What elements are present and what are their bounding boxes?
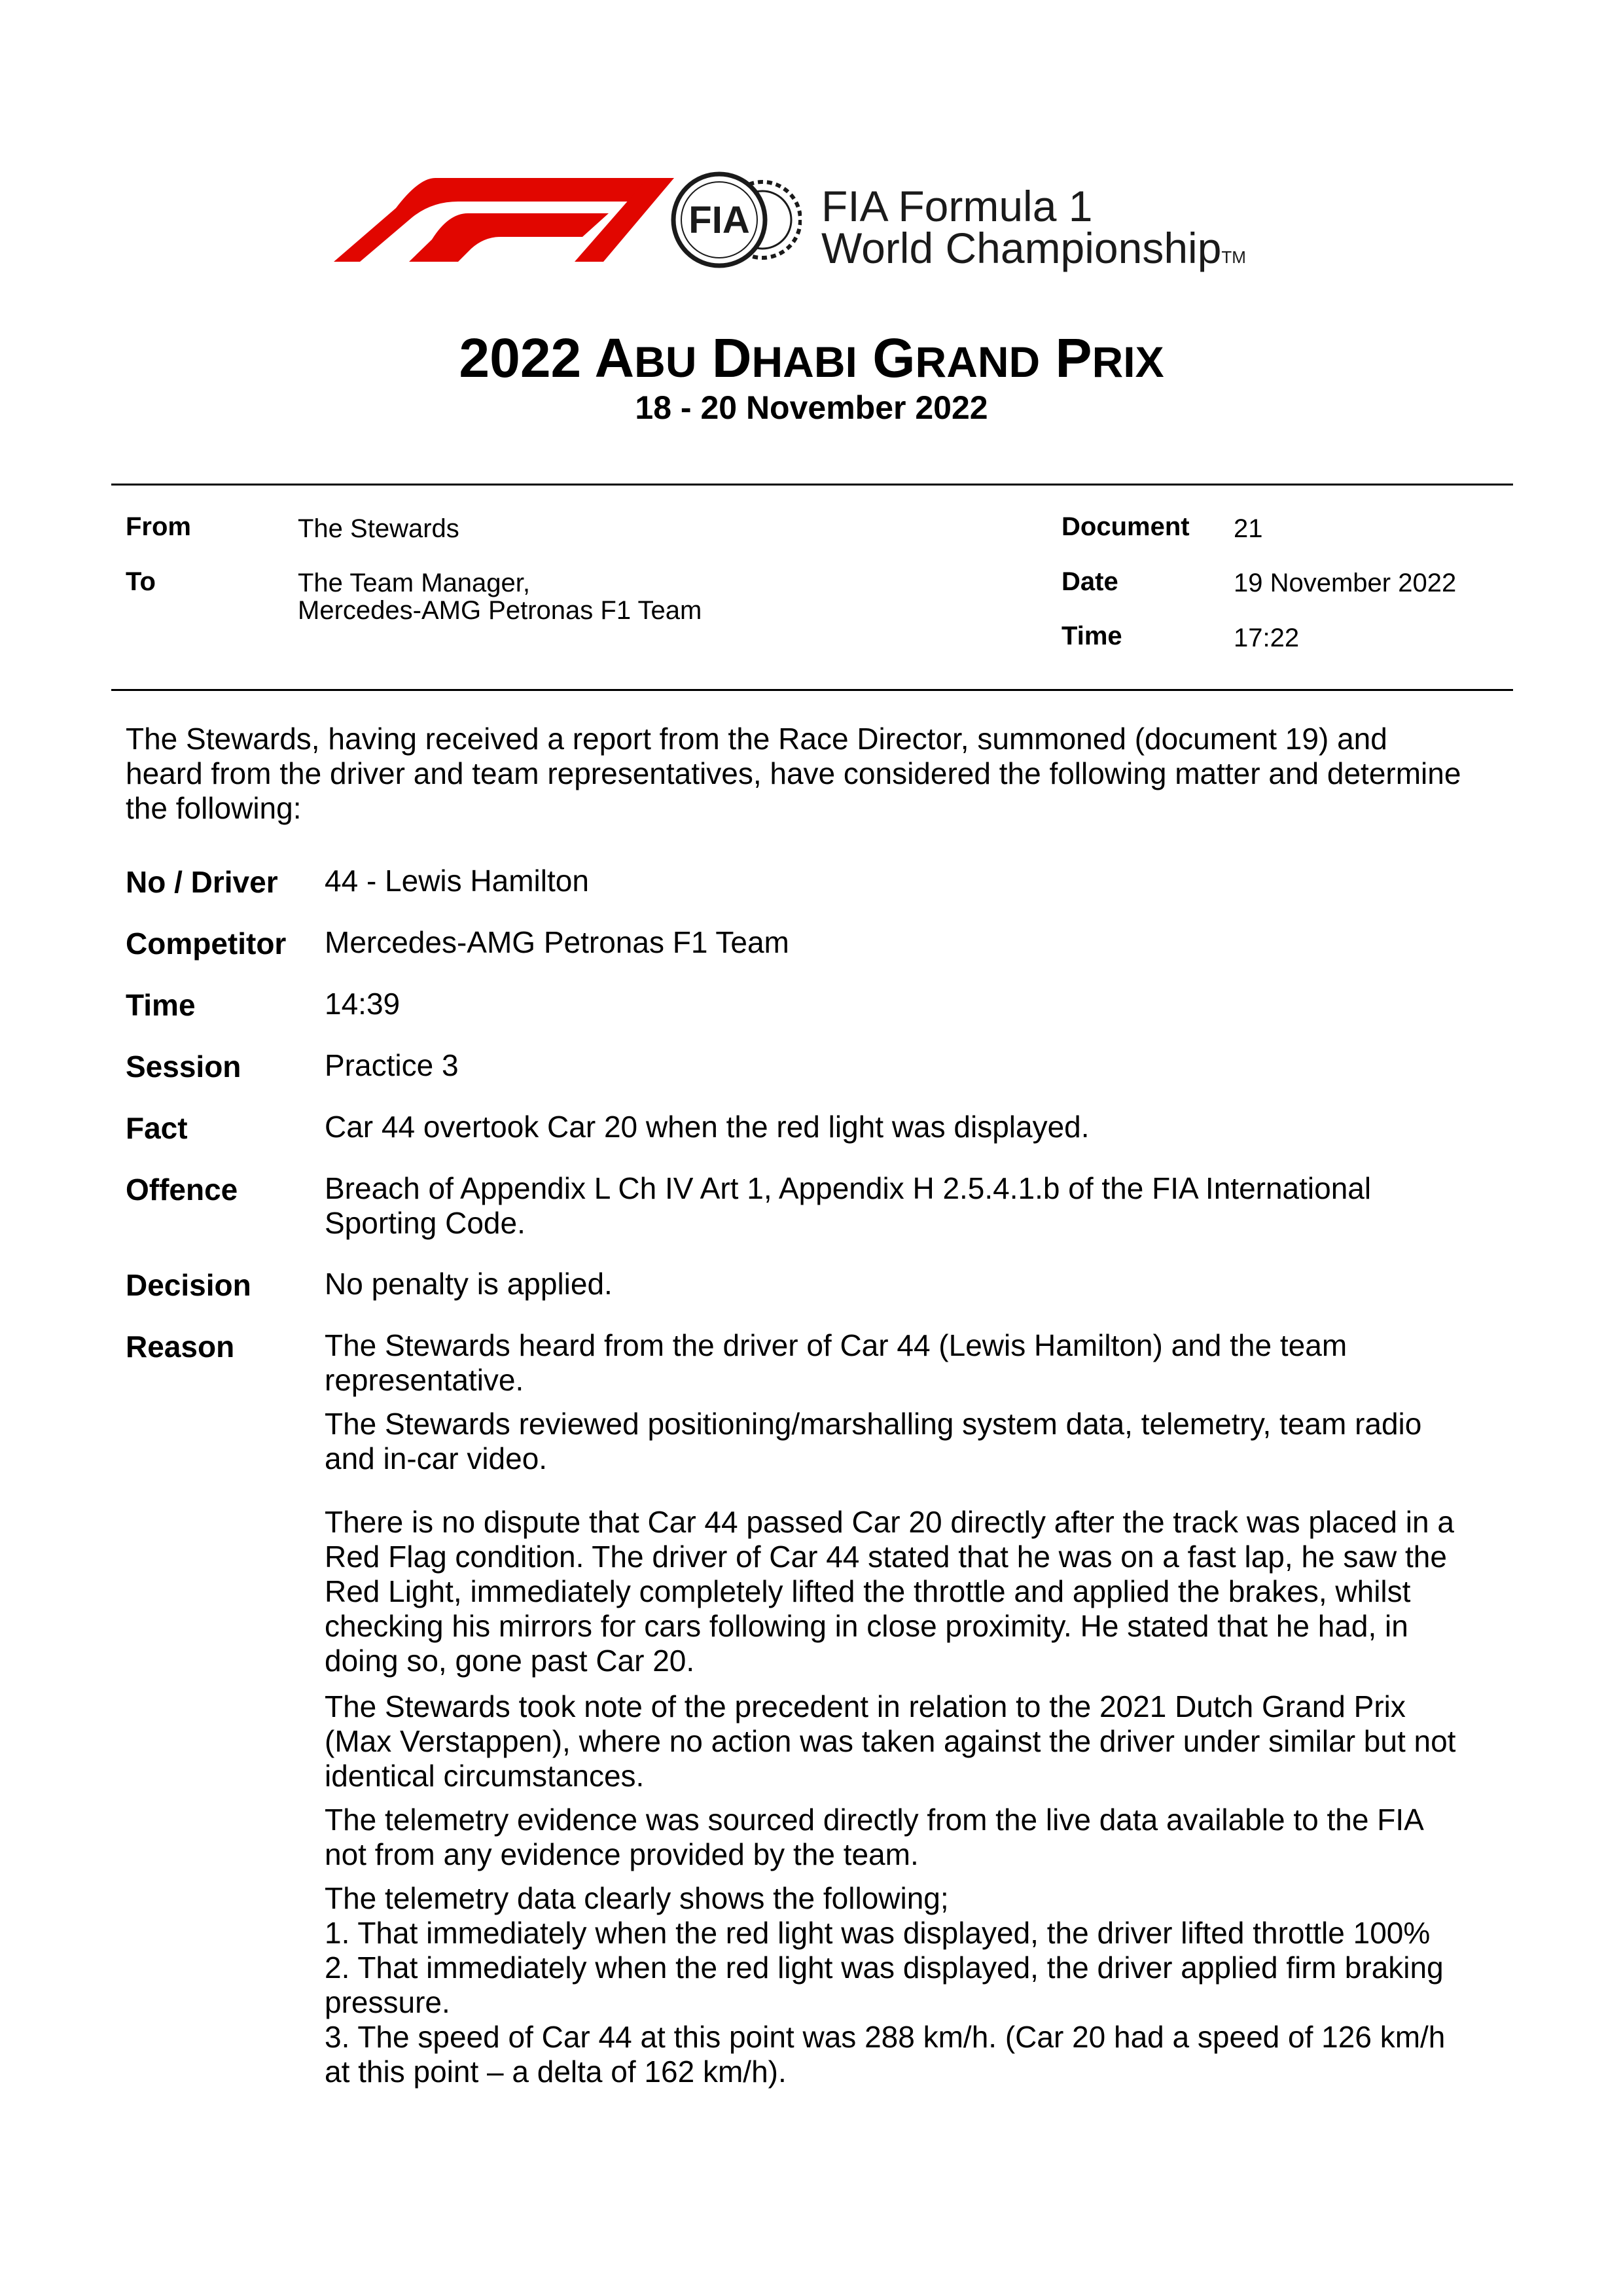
to-value: The Team Manager, Mercedes-AMG Petronas F1 Team: [298, 569, 702, 625]
offence-label: Offence: [126, 1173, 238, 1207]
offence-value: Breach of Appendix L Ch IV Art 1, Appendix H 2.5.4.1.b of the FIA International Sporting Code.: [325, 1171, 1372, 1240]
header-bottom-rule: [111, 689, 1513, 691]
from-label: From: [126, 512, 191, 541]
logo-line-2: World ChampionshipTM: [821, 224, 1246, 272]
time-label: Time: [1061, 622, 1122, 650]
reason-paragraph-6: The telemetry data clearly shows the following; 1. That immediately when the red light was displayed, the driver lifted throttle 100% 2. That immediately when the red light was displayed, the driver applied firm braking pressure. 3. The speed of Car 44 at this point was 288 km/h. (Car 20 had a speed of 126 km/h at this point – a delta of 162 km/h).: [325, 1881, 1446, 2089]
date-label: Date: [1061, 567, 1118, 596]
to-label: To: [126, 567, 156, 596]
event-dates: 18 - 20 November 2022: [635, 389, 988, 426]
document-value: 21: [1234, 514, 1263, 543]
document-label: Document: [1061, 512, 1190, 541]
logo-line-1: FIA Formula 1: [821, 182, 1093, 230]
intro-paragraph: The Stewards, having received a report from the Race Director, summoned (document 19) and heard from the driver and team representatives, have considered the following matter and determine the following:: [126, 722, 1461, 825]
fia-seal-text: FIA: [688, 199, 750, 241]
session-label: Session: [126, 1050, 241, 1084]
time-value: 17:22: [1234, 624, 1300, 652]
date-value: 19 November 2022: [1234, 569, 1457, 597]
reason-paragraph-5: The telemetry evidence was sourced directly from the live data available to the FIA not from any evidence provided by the team.: [325, 1803, 1424, 1871]
reason-label: Reason: [126, 1330, 235, 1364]
competitor-label: Competitor: [126, 927, 287, 961]
fact-label: Fact: [126, 1111, 188, 1145]
trademark-mark: TM: [1221, 247, 1246, 267]
f1-logo-icon: [334, 178, 674, 262]
decision-label: Decision: [126, 1268, 251, 1302]
from-value: The Stewards: [298, 514, 459, 543]
event-title: 2022 ABU DHABI GRAND PRIX: [459, 327, 1164, 389]
competitor-value: Mercedes-AMG Petronas F1 Team: [325, 925, 789, 959]
reason-paragraph-3: There is no dispute that Car 44 passed Car 20 directly after the track was placed in a Red Flag condition. The driver of Car 44 stated that he was on a fast lap, he saw the Red Light, immediately completely lifted the throttle and applied the brakes, whilst checking his mirrors for cars following in close proximity. He stated that he had, in doing so, gone past Car 20.: [325, 1505, 1454, 1678]
incident-time-value: 14:39: [325, 987, 401, 1021]
incident-time-label: Time: [126, 988, 196, 1022]
reason-paragraph-1: The Stewards heard from the driver of Car 44 (Lewis Hamilton) and the team representative.: [325, 1328, 1347, 1397]
fia-seal-icon: [671, 170, 802, 275]
reason-paragraph-2: The Stewards reviewed positioning/marshalling system data, telemetry, team radio and in-car video.: [325, 1407, 1422, 1475]
driver-value: 44 - Lewis Hamilton: [325, 864, 589, 898]
reason-paragraph-4: The Stewards took note of the precedent in relation to the 2021 Dutch Grand Prix (Max Verstappen), where no action was taken against the driver under similar but not identical circumstances.: [325, 1689, 1456, 1793]
fia-f1-logo: [334, 164, 1355, 281]
fact-value: Car 44 overtook Car 20 when the red light was displayed.: [325, 1110, 1090, 1144]
driver-label: No / Driver: [126, 865, 278, 899]
header-top-rule: [111, 484, 1513, 486]
session-value: Practice 3: [325, 1048, 459, 1082]
decision-value: No penalty is applied.: [325, 1267, 613, 1301]
